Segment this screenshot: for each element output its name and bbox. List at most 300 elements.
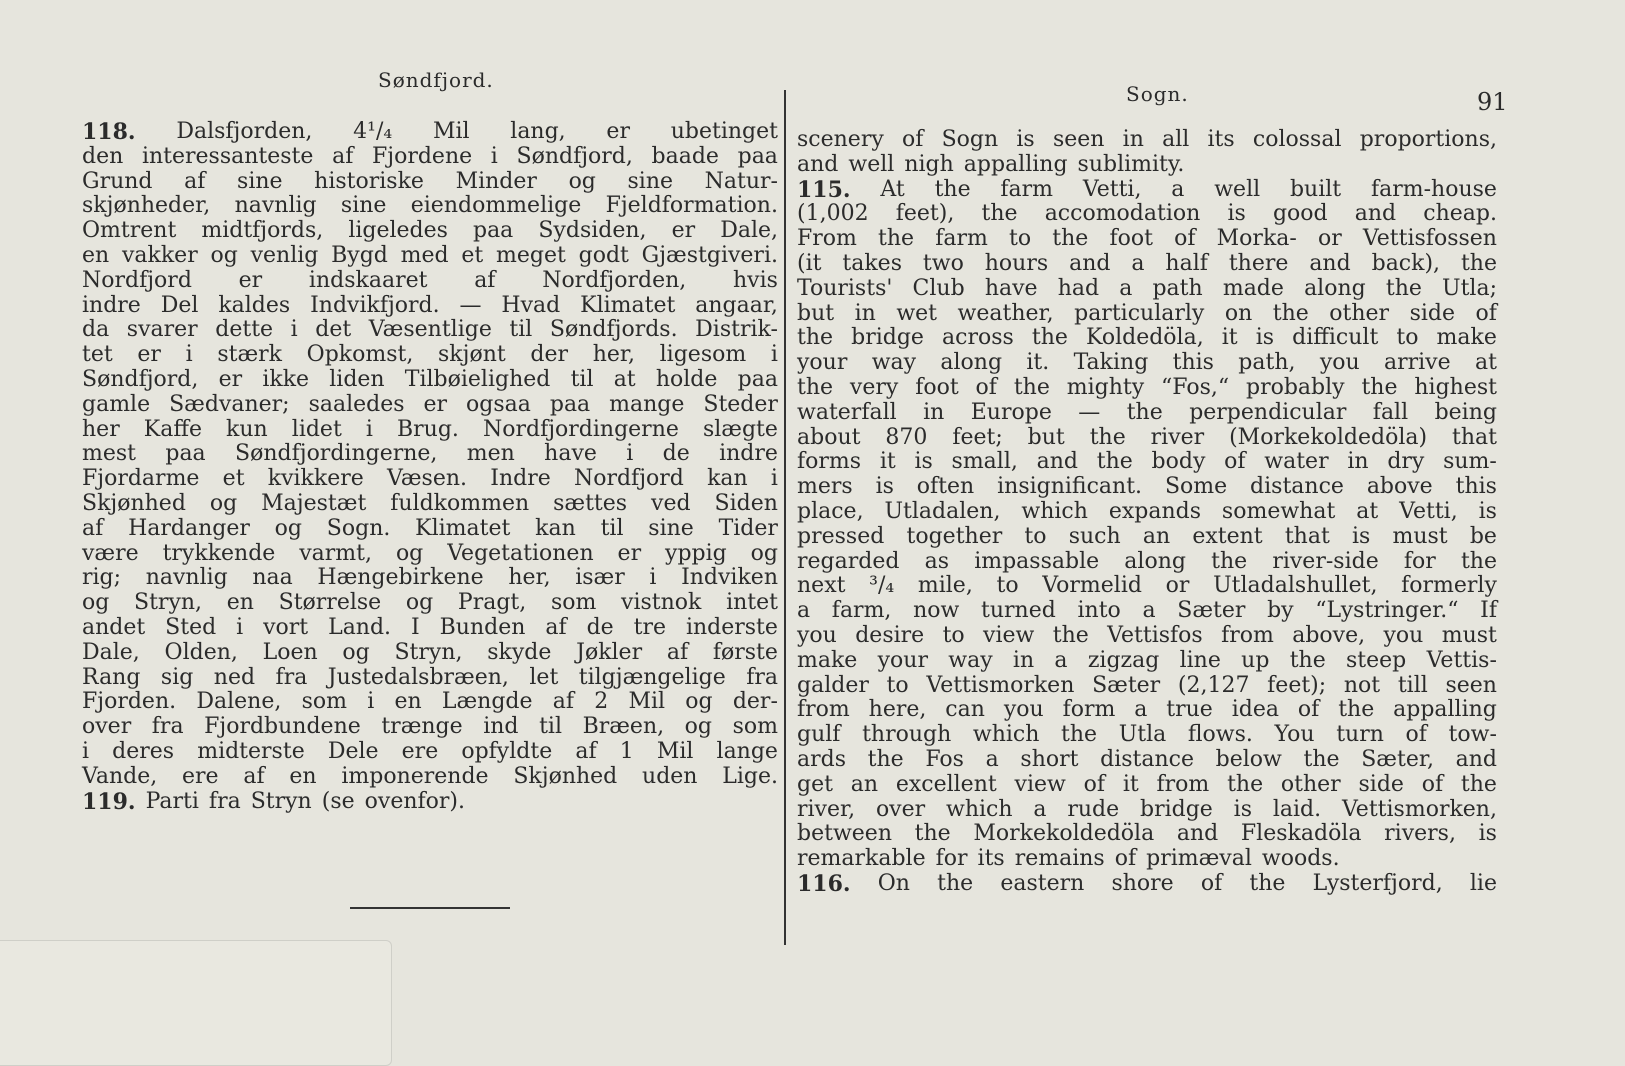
word: er — [671, 218, 696, 244]
word: af — [474, 267, 496, 293]
word: lie — [1469, 870, 1497, 896]
word: the — [1089, 424, 1126, 450]
word: river, — [797, 796, 856, 822]
word: and — [1455, 746, 1497, 772]
word: Fjordene — [372, 143, 473, 169]
left-text-line — [82, 641, 778, 666]
word: mighty — [1066, 374, 1145, 400]
word: dry — [1387, 449, 1425, 475]
word: lang, — [510, 119, 566, 144]
word: Dele — [327, 738, 379, 764]
word: turn — [1336, 722, 1384, 748]
word: of — [1421, 771, 1444, 797]
word: Lige. — [722, 763, 778, 789]
word: Nordfjord — [573, 466, 684, 492]
left-text-line — [82, 690, 778, 715]
word: two — [922, 250, 964, 276]
word: Minder — [455, 168, 537, 194]
word: the — [1061, 722, 1098, 748]
word: Europe — [970, 399, 1052, 425]
word: de — [586, 614, 614, 640]
word: imponerende — [341, 763, 489, 789]
word: Søndfjordingerne, — [235, 441, 438, 467]
word: must — [1441, 622, 1497, 648]
word: farm, — [831, 598, 892, 624]
word: Morka- — [1216, 226, 1297, 252]
word: this — [1172, 350, 1214, 376]
left-text-line — [82, 715, 778, 740]
word: Bygd — [331, 242, 388, 268]
word: you — [797, 622, 837, 648]
word: i — [365, 416, 373, 442]
word: flows. — [1187, 722, 1253, 748]
right-text-line — [797, 773, 1497, 798]
word: her, — [508, 565, 551, 591]
word: Vettismorken, — [1341, 796, 1497, 822]
word: distance — [1250, 474, 1344, 500]
word: Hardanger — [128, 515, 250, 541]
word: sine — [627, 168, 674, 194]
left-text-line — [82, 368, 778, 393]
word: laid. — [1272, 796, 1322, 822]
word: line — [1179, 647, 1221, 673]
word: er — [238, 267, 263, 293]
word: Fjordbundene — [204, 714, 361, 740]
word: sine — [648, 515, 694, 541]
word: farm — [1000, 176, 1054, 202]
word: et — [461, 242, 484, 268]
word: it — [879, 449, 896, 475]
word: Opkomst, — [306, 342, 414, 368]
word: til — [570, 366, 594, 392]
right-text-line — [797, 252, 1497, 277]
word: in — [854, 300, 876, 326]
word: mest — [82, 441, 137, 467]
word: lange — [716, 738, 778, 764]
word: Stryn, — [134, 590, 203, 616]
word: Skjønhed — [513, 763, 618, 789]
word: — — [459, 292, 482, 318]
word: 1 — [619, 738, 634, 764]
word: is — [914, 449, 933, 475]
word: Sæter, — [1361, 746, 1434, 772]
word: below — [1215, 746, 1282, 772]
word: proportions, — [1359, 127, 1497, 152]
word: is — [1233, 796, 1252, 822]
left-text-line — [82, 492, 778, 517]
word: Mil — [432, 119, 470, 144]
word: 4¹/₄ — [353, 119, 393, 144]
word: paa — [472, 218, 514, 244]
word: a — [1131, 250, 1145, 276]
word: at — [1356, 498, 1379, 524]
word: skjønheder, — [82, 193, 211, 219]
word: (2,127 — [1177, 672, 1250, 698]
word: 2 — [594, 689, 609, 715]
right-text-line — [797, 748, 1497, 773]
word: Nordfjordingerne — [482, 416, 679, 442]
word: den — [82, 143, 124, 169]
word: through — [862, 722, 952, 748]
word: body — [1151, 449, 1206, 475]
word: at — [1474, 350, 1497, 376]
word: navnlig — [234, 193, 317, 219]
word: true — [1166, 697, 1213, 723]
word: probably — [1245, 374, 1345, 400]
word: da — [82, 317, 110, 343]
word: along — [1304, 275, 1366, 301]
word: i — [82, 738, 90, 764]
word: at — [613, 366, 636, 392]
word: saaledes — [308, 391, 405, 417]
word: varmt, — [299, 540, 373, 566]
word: feet), — [895, 201, 955, 227]
word: trænge — [381, 714, 463, 740]
word: Dale, — [82, 639, 140, 665]
word: slægte — [702, 416, 778, 442]
left-text-line — [82, 194, 778, 219]
word: but — [1027, 424, 1065, 450]
word: 119. — [82, 788, 136, 815]
word: formerly — [1401, 573, 1497, 599]
word: vistnok — [621, 590, 702, 616]
word: a — [1119, 275, 1133, 301]
word: the — [937, 870, 974, 896]
word: bridge — [1139, 796, 1213, 822]
right-text-line — [797, 847, 1497, 872]
word: steep — [1346, 647, 1407, 673]
word: ligeledes — [348, 218, 448, 244]
word: og — [82, 590, 110, 616]
word: skyde — [487, 639, 552, 665]
word: At — [880, 176, 905, 202]
word: og — [405, 590, 434, 616]
word: the — [878, 226, 915, 252]
word: side — [1358, 771, 1404, 797]
word: of — [1174, 226, 1196, 252]
word: the — [797, 374, 834, 400]
word: til — [539, 714, 562, 740]
word: From — [797, 226, 857, 252]
word: ere — [401, 738, 439, 764]
word: over — [82, 714, 132, 740]
word: your — [877, 647, 928, 673]
word: is — [1227, 201, 1246, 227]
word: Sæter — [1092, 672, 1161, 698]
word: Længde — [441, 689, 533, 715]
word: gamle — [82, 391, 151, 417]
word: a — [1033, 796, 1047, 822]
word: dette — [215, 317, 274, 343]
word: tow- — [1448, 722, 1497, 748]
word: the — [914, 821, 951, 847]
word: tilgjængelige — [578, 664, 726, 690]
word: en — [289, 763, 317, 789]
word: Rang — [82, 664, 141, 690]
word: 870 — [885, 424, 928, 450]
word: det — [315, 317, 352, 343]
word: mers — [797, 474, 853, 500]
word: Grund — [82, 168, 153, 194]
word: Hvad — [501, 292, 561, 318]
word: is — [875, 474, 894, 500]
word: farm-house — [1370, 176, 1497, 202]
right-text-line — [797, 202, 1497, 227]
word: Vetti, — [1082, 176, 1142, 202]
word: an — [1142, 523, 1171, 549]
word: of — [1114, 846, 1137, 872]
word: er — [137, 342, 161, 368]
word: Some — [1164, 474, 1228, 500]
word: Parti — [145, 788, 199, 814]
word: liden — [329, 366, 385, 392]
word: you — [1003, 697, 1044, 723]
word: weather, — [957, 300, 1054, 326]
word: Del — [160, 292, 199, 318]
word: (it — [797, 250, 822, 276]
word: water — [1264, 449, 1329, 475]
word: view — [983, 622, 1035, 648]
word: highest — [1414, 374, 1497, 400]
word: ikke — [262, 366, 310, 392]
word: half — [1165, 250, 1208, 276]
word: i — [490, 143, 498, 169]
word: above — [1366, 474, 1433, 500]
word: by — [1267, 598, 1294, 624]
word: in — [1012, 647, 1035, 673]
word: it. — [1026, 350, 1050, 376]
word: i — [236, 614, 244, 640]
word: er — [606, 119, 630, 144]
right-running-head: Sogn. — [1126, 82, 1189, 106]
word: og — [750, 540, 778, 566]
word: of — [1224, 449, 1246, 475]
word: colossal — [1252, 127, 1342, 152]
word: of — [901, 127, 924, 152]
word: the — [1361, 374, 1398, 400]
word: feet; — [952, 424, 1003, 450]
word: from — [797, 697, 850, 723]
word: andet — [82, 614, 146, 640]
right-text-line — [797, 178, 1497, 203]
word: had — [1057, 275, 1100, 301]
word: Utladalen, — [884, 498, 1001, 524]
word: shore — [1111, 870, 1174, 896]
word: Justedalsbræen, — [327, 664, 509, 690]
word: above, — [1292, 622, 1366, 648]
word: Nordfjord — [82, 267, 192, 293]
word: Utladalshullet, — [1213, 573, 1378, 599]
word: (Morkekoldedöla) — [1229, 424, 1428, 450]
right-text-line — [797, 525, 1497, 550]
word: be — [1469, 523, 1497, 549]
word: ere — [182, 763, 219, 789]
right-text-line — [797, 624, 1497, 649]
word: af — [332, 143, 354, 169]
word: Siden — [714, 490, 778, 516]
word: Nordfjorden, — [542, 267, 687, 293]
word: naa — [252, 565, 293, 591]
word: fall — [1372, 399, 1409, 425]
word: midterste — [197, 738, 305, 764]
word: the — [1227, 771, 1264, 797]
word: Distrik- — [695, 317, 778, 343]
word: path, — [1238, 350, 1296, 376]
word: her — [82, 416, 120, 442]
word: holde — [655, 366, 718, 392]
word: and — [1309, 250, 1351, 276]
word: galder — [797, 672, 869, 698]
word: Vande, — [82, 763, 158, 789]
word: now — [913, 598, 960, 624]
word: stærk — [217, 342, 282, 368]
word: here, — [868, 697, 927, 723]
word: Utla — [1118, 722, 1167, 748]
word: it — [1221, 325, 1238, 351]
word: the — [1013, 374, 1050, 400]
word: som — [550, 590, 597, 616]
word: impassable — [974, 548, 1100, 574]
word: til — [509, 317, 533, 343]
word: such — [1068, 523, 1121, 549]
word: deres — [112, 738, 175, 764]
word: Sydsiden, — [538, 218, 647, 244]
word: all — [1162, 127, 1190, 152]
word: Tourists' — [797, 275, 893, 301]
word: made — [1222, 275, 1284, 301]
right-text-line — [797, 649, 1497, 674]
word: inderste — [685, 614, 778, 640]
word: is — [1478, 498, 1497, 524]
word: nigh — [904, 151, 954, 177]
word: view — [1014, 771, 1066, 797]
word: or — [1317, 226, 1342, 252]
word: the — [1249, 870, 1286, 896]
word: and — [797, 151, 839, 177]
word: the — [1460, 771, 1497, 797]
word: its — [977, 846, 1005, 872]
word: the — [1289, 647, 1326, 673]
word: uden — [642, 763, 698, 789]
word: her, — [592, 342, 635, 368]
word: sig — [160, 664, 194, 690]
word: small, — [951, 449, 1018, 475]
word: desire — [855, 622, 925, 648]
word: og — [395, 540, 424, 566]
left-text-line — [82, 244, 778, 269]
word: der — [530, 342, 569, 368]
word: for — [935, 846, 968, 872]
word: place, — [797, 498, 864, 524]
word: er — [218, 366, 243, 392]
word: i — [185, 342, 193, 368]
word: till — [1397, 672, 1428, 698]
word: skjønt — [438, 342, 506, 368]
word: indre — [82, 292, 141, 318]
word: on — [1224, 300, 1253, 326]
word: particularly — [1074, 300, 1205, 326]
word: være — [82, 540, 139, 566]
word: mile, — [917, 573, 973, 599]
word: og — [209, 490, 238, 516]
word: sine — [237, 168, 283, 194]
word: paa — [737, 143, 778, 169]
word: Fleskadöla — [1240, 821, 1362, 847]
word: it — [1122, 771, 1139, 797]
word: but — [797, 300, 835, 326]
word: side — [1409, 300, 1456, 326]
word: river — [1150, 424, 1205, 450]
word: trykkende — [162, 540, 276, 566]
word: — — [1078, 399, 1101, 425]
word: form — [1062, 697, 1116, 723]
word: is — [1255, 325, 1275, 351]
word: have — [544, 441, 597, 467]
right-text-line — [797, 351, 1497, 376]
right-text-line — [797, 599, 1497, 624]
word: Bræen, — [582, 714, 665, 740]
word: your — [797, 350, 848, 376]
word: and — [1176, 821, 1219, 847]
word: that — [1284, 523, 1330, 549]
word: On — [877, 870, 910, 896]
word: to — [886, 672, 909, 698]
word: Indre — [490, 466, 551, 492]
word: in — [1347, 449, 1369, 475]
column-divider — [784, 90, 786, 945]
word: arrive — [1384, 350, 1451, 376]
word: in — [1122, 127, 1144, 152]
word: primæval — [1146, 846, 1252, 872]
word: together — [906, 523, 1003, 549]
word: rude — [1067, 796, 1120, 822]
word: af — [545, 614, 567, 640]
word: between — [797, 821, 892, 847]
word: the — [1096, 449, 1133, 475]
word: the — [1272, 300, 1309, 326]
word: of — [1405, 722, 1427, 748]
right-text-line — [797, 227, 1497, 252]
word: appalling — [1393, 697, 1497, 723]
word: you — [1383, 622, 1424, 648]
right-text-line — [797, 426, 1497, 451]
right-text-line — [797, 326, 1497, 351]
word: Sædvaner; — [169, 391, 290, 417]
word: the — [1031, 325, 1068, 351]
word: af — [243, 763, 265, 789]
word: foot — [1109, 226, 1153, 252]
word: feet); — [1267, 672, 1327, 698]
right-text-line — [797, 450, 1497, 475]
word: other — [1329, 300, 1390, 326]
word: angaar, — [695, 292, 778, 318]
right-text-line — [797, 277, 1497, 302]
word: Brug. — [396, 416, 459, 442]
section-end-rule — [350, 907, 510, 909]
word: Natur- — [704, 168, 778, 194]
word: Klimatet — [415, 515, 511, 541]
left-text-line — [82, 566, 778, 591]
word: “Lystringer.“ — [1315, 598, 1459, 624]
right-text-line — [797, 798, 1497, 823]
word: excellent — [895, 771, 997, 797]
word: Indviken — [681, 565, 778, 591]
right-text-line — [797, 574, 1497, 599]
word: over — [875, 796, 926, 822]
word: Mil — [656, 738, 694, 764]
left-text-line — [82, 120, 778, 145]
word: from — [1221, 622, 1274, 648]
